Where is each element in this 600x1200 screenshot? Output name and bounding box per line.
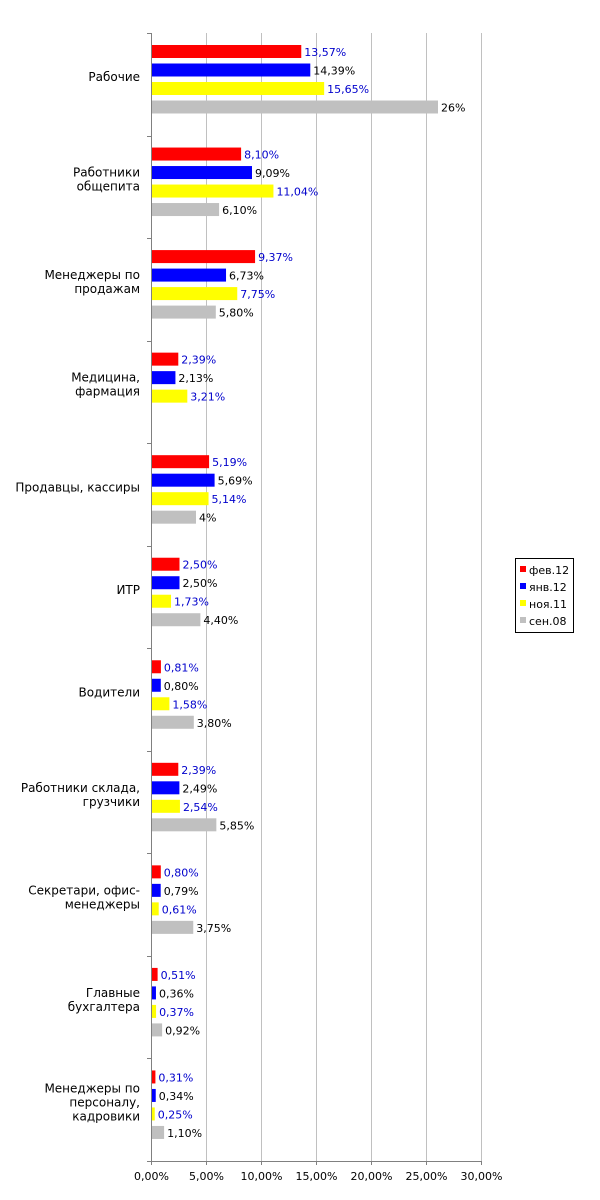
bar [152,511,196,524]
bar [152,679,161,692]
category-label [21,781,140,809]
bar [152,45,301,58]
legend-swatch [520,583,526,589]
bar [152,884,161,897]
data-label: 15,65% [327,83,370,96]
category-label-line: грузчики [82,794,140,809]
data-label: 0,80% [163,679,199,693]
data-label: 0,31% [158,1071,194,1085]
category-label-line: кадровики [72,1109,140,1124]
bar [152,1089,156,1102]
data-label: 0,80% [163,866,199,880]
gridlines [207,33,482,1161]
data-label: 4,40% [203,614,239,628]
data-label: 9,09% [254,167,290,181]
bar [152,613,200,626]
legend-swatch [520,617,526,623]
bar [152,82,324,95]
data-label: 9,37% [258,251,294,265]
x-tick-label: 15,00% [295,1170,338,1183]
bar [152,101,438,114]
x-tick-label: 25,00% [405,1170,448,1183]
data-label: 1,73% [174,595,209,609]
bar [152,1126,164,1139]
data-label: 0,92% [165,1024,201,1038]
bar [152,968,158,981]
category-label-line: Продавцы, кассиры [15,480,140,495]
data-label: 11,04% [276,185,319,199]
bar [152,474,215,487]
bar [152,558,180,571]
category-label-line: Водители [78,685,140,700]
category-label-line: общепита [76,179,140,194]
bar [152,148,241,161]
data-label: 6,73% [229,269,264,283]
data-label: 5,80% [218,306,254,320]
tick-labels [134,1170,502,1183]
category-label-line: Работники [72,165,140,180]
bar [152,353,178,366]
data-label: 3,80% [196,716,232,730]
bar [152,781,179,794]
bar [152,455,209,468]
bar [152,595,171,608]
category-label-line: фармация [75,384,140,399]
data-label: 3,75% [196,921,232,935]
bar [152,902,159,915]
legend-swatch [520,600,526,606]
data-label: 1,10% [167,1126,203,1140]
data-label: 5,69% [217,474,253,488]
data-label: 0,34% [158,1089,194,1103]
category-label-line: менеджеры [64,897,140,912]
category-label-line: Менеджеры по [44,268,140,283]
category-label-line: Главные [85,986,140,1001]
category-label [44,1082,140,1124]
bar [152,576,180,589]
bar [152,203,219,216]
category-label [15,480,140,494]
category-label-line: Рабочие [88,70,140,85]
bar [152,763,178,776]
category-label-line: персоналу, [69,1095,140,1110]
data-label: 14,39% [313,64,356,78]
x-tick-label: 20,00% [350,1170,393,1183]
category-label-line: ИТР [116,582,140,597]
data-label: 13,57% [304,46,347,59]
category-label-line: бухгалтера [67,1000,140,1015]
x-tick-label: 10,00% [240,1170,283,1183]
category-label-line: Менеджеры по [44,1081,140,1096]
category-label [116,583,140,597]
bar [152,492,209,505]
category-label [71,371,140,399]
legend-swatch [520,566,526,572]
bar [152,1070,155,1083]
data-label: 5,85% [219,819,255,833]
category-label-line: продажам [74,282,140,297]
bar [152,390,187,403]
bar [152,986,156,999]
legend [516,559,574,633]
bar [152,818,216,831]
data-label: 0,79% [163,884,199,898]
category-labels [15,70,140,1123]
bar [152,287,237,300]
data-label: 2,49% [182,782,218,796]
data-label: 0,81% [163,661,199,675]
category-label [78,685,140,699]
data-label: 7,75% [240,288,276,302]
bar [152,1005,156,1018]
data-label: 26% [441,101,466,115]
bar [152,716,194,729]
bar [152,865,161,878]
category-label-line: Медицина, [71,370,140,385]
category-label [73,166,140,194]
data-label: 2,50% [182,577,218,591]
data-label: 1,58% [172,698,208,712]
category-label [28,883,140,911]
legend-label: сен.08 [529,615,567,628]
bar [152,800,180,813]
data-label: 0,25% [157,1108,193,1122]
legend-label: фев.12 [529,564,570,577]
data-label: 4% [199,511,217,525]
x-tick-label: 30,00% [460,1170,503,1183]
data-label: 6,10% [222,204,258,218]
category-label [68,986,140,1014]
data-label: 2,13% [178,372,214,386]
category-label [44,268,140,296]
data-label: 2,50% [182,558,218,572]
legend-label: янв.12 [529,581,567,594]
bar [152,697,169,710]
data-label: 5,14% [211,493,247,507]
category-label [88,70,140,84]
bar [152,660,161,673]
category-label-line: Работники склада, [20,780,140,795]
data-label: 8,10% [244,148,280,162]
bar [152,64,310,77]
data-label: 2,39% [181,763,217,777]
data-label: 0,61% [161,903,197,917]
data-label: 3,21% [190,390,226,404]
bar [152,371,175,384]
bar [152,921,193,934]
bar [152,269,226,282]
bar [152,1107,155,1120]
data-label: 0,51% [160,968,196,982]
bar [152,166,252,179]
data-label: 2,39% [181,353,217,367]
data-label: 0,37% [159,1005,195,1019]
x-tick-label: 0,00% [134,1170,169,1183]
data-label: 5,19% [212,456,248,470]
bar [152,306,216,319]
bar [152,250,255,263]
category-label-line: Секретари, офис- [28,883,140,898]
data-label: 0,36% [158,987,194,1001]
data-label: 2,54% [182,800,218,814]
legend-label: ноя.11 [529,598,568,611]
x-tick-label: 5,00% [189,1170,224,1183]
bar [152,185,273,198]
bar [152,1023,162,1036]
